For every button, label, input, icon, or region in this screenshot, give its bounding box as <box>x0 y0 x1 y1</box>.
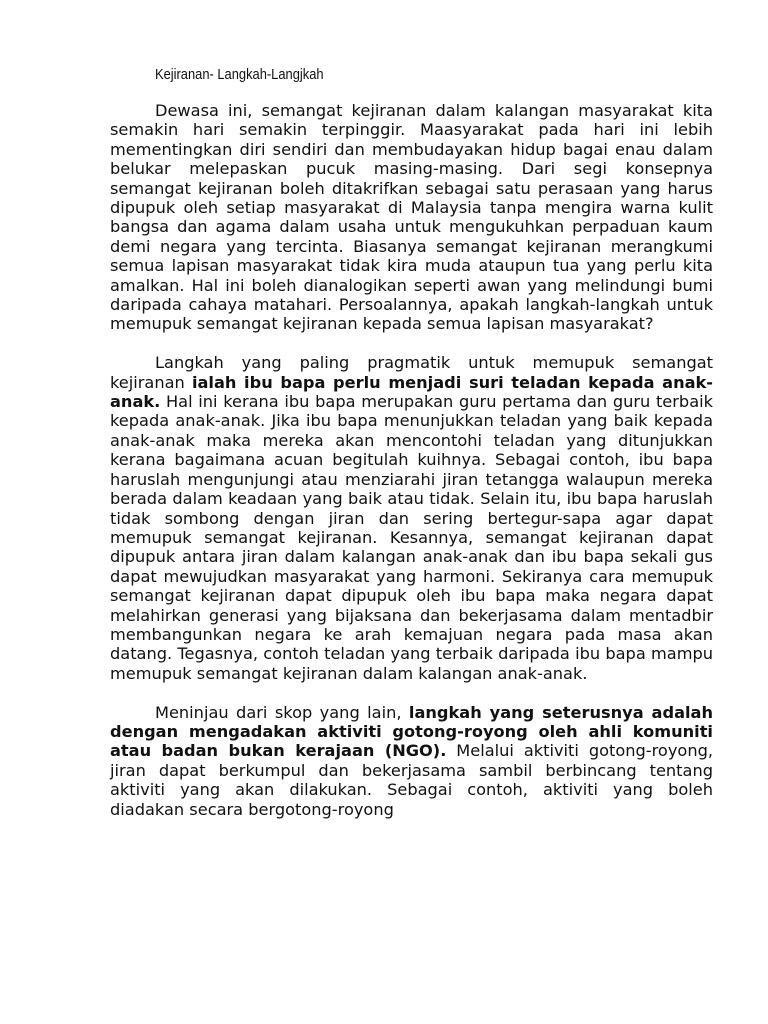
main-point-bold: ialah ibu bapa perlu menjadi suri teladan kepada anak-anak. <box>110 372 713 412</box>
paragraph-intro <box>110 101 713 334</box>
paragraph-text: Dewasa ini, semangat kejiranan dalam kalangan masyarakat kita semakin hari semakin terpinggir. Maasyarakat pada hari ini lebih mementingkan diri sendiri dan membudayakan hidup bagai enau dalam belukar melepaskan pucuk masing-masing. Dari segi konsepnya semangat kejiranan boleh ditakrifkan sebagai satu perasaan yang harus dipupuk oleh setiap masyarakat di Malaysia tanpa mengira warna kulit bangsa dan agama dalam usaha untuk mengukuhkan perpaduan kaum demi negara yang tercinta. Biasanya semangat kejiranan merangkumi semua lapisan masyarakat tidak kira muda ataupun tua yang perlu kita amalkan. Hal ini boleh dianalogikan seperti awan yang melindungi bumi daripada cahaya matahari. Persoalannya, apakah langkah-langkah untuk memupuk semangat kejiranan kepada semua lapisan masyarakat? <box>110 101 713 334</box>
paragraph-text: Melalui aktiviti gotong-royong, jiran dapat berkumpul dan bekerjasama sambil berbincang tentang aktiviti yang akan dilakukan. Sebagai contoh, aktiviti yang boleh diadakan secara bergotong-royong <box>110 741 713 819</box>
document-title: Kejiranan- Langkah-Langjkah <box>155 66 324 83</box>
paragraph-point-1 <box>110 353 713 683</box>
paragraph-point-2 <box>110 703 713 819</box>
paragraph-text: Meninjau dari skop yang lain, <box>155 702 409 722</box>
main-point-bold: langkah yang seterusnya adalah dengan mengadakan aktiviti gotong-royong oleh ahli komuniti atau badan bukan kerajaan (NGO). <box>110 702 713 761</box>
paragraph-text: Hal ini kerana ibu bapa merupakan guru pertama dan guru terbaik kepada anak-anak. Jika ibu bapa menunjukkan teladan yang baik kepada anak-anak maka mereka akan mencontohi teladan yang ditunjukkan kerana bagaimana acuan begitulah kuihnya. Sebagai contoh, ibu bapa haruslah mengunjungi atau menziarahi jiran tetangga walaupun mereka berada dalam keadaan yang baik atau tidak. Selain itu, ibu bapa haruslah tidak sombong dengan jiran dan sering bertegur-sapa agar dapat memupuk semangat kejiranan. Kesannya, semangat kejiranan dapat dipupuk antara jiran dalam kalangan anak-anak dan ibu bapa sekali gus dapat mewujudkan masyarakat yang harmoni. Sekiranya cara memupuk semangat kejiranan dapat dipupuk oleh ibu bapa maka negara dapat melahirkan generasi yang bijaksana dan bekerjasama dalam mentadbir membangunkan negara ke arah kemajuan negara pada masa akan datang. Tegasnya, contoh teladan yang terbaik daripada ibu bapa mampu memupuk semangat kejiranan dalam kalangan anak-anak. <box>110 392 713 683</box>
document-page <box>110 66 713 838</box>
paragraph-text: Langkah yang paling pragmatik untuk memupuk semangat kejiranan <box>110 353 713 392</box>
